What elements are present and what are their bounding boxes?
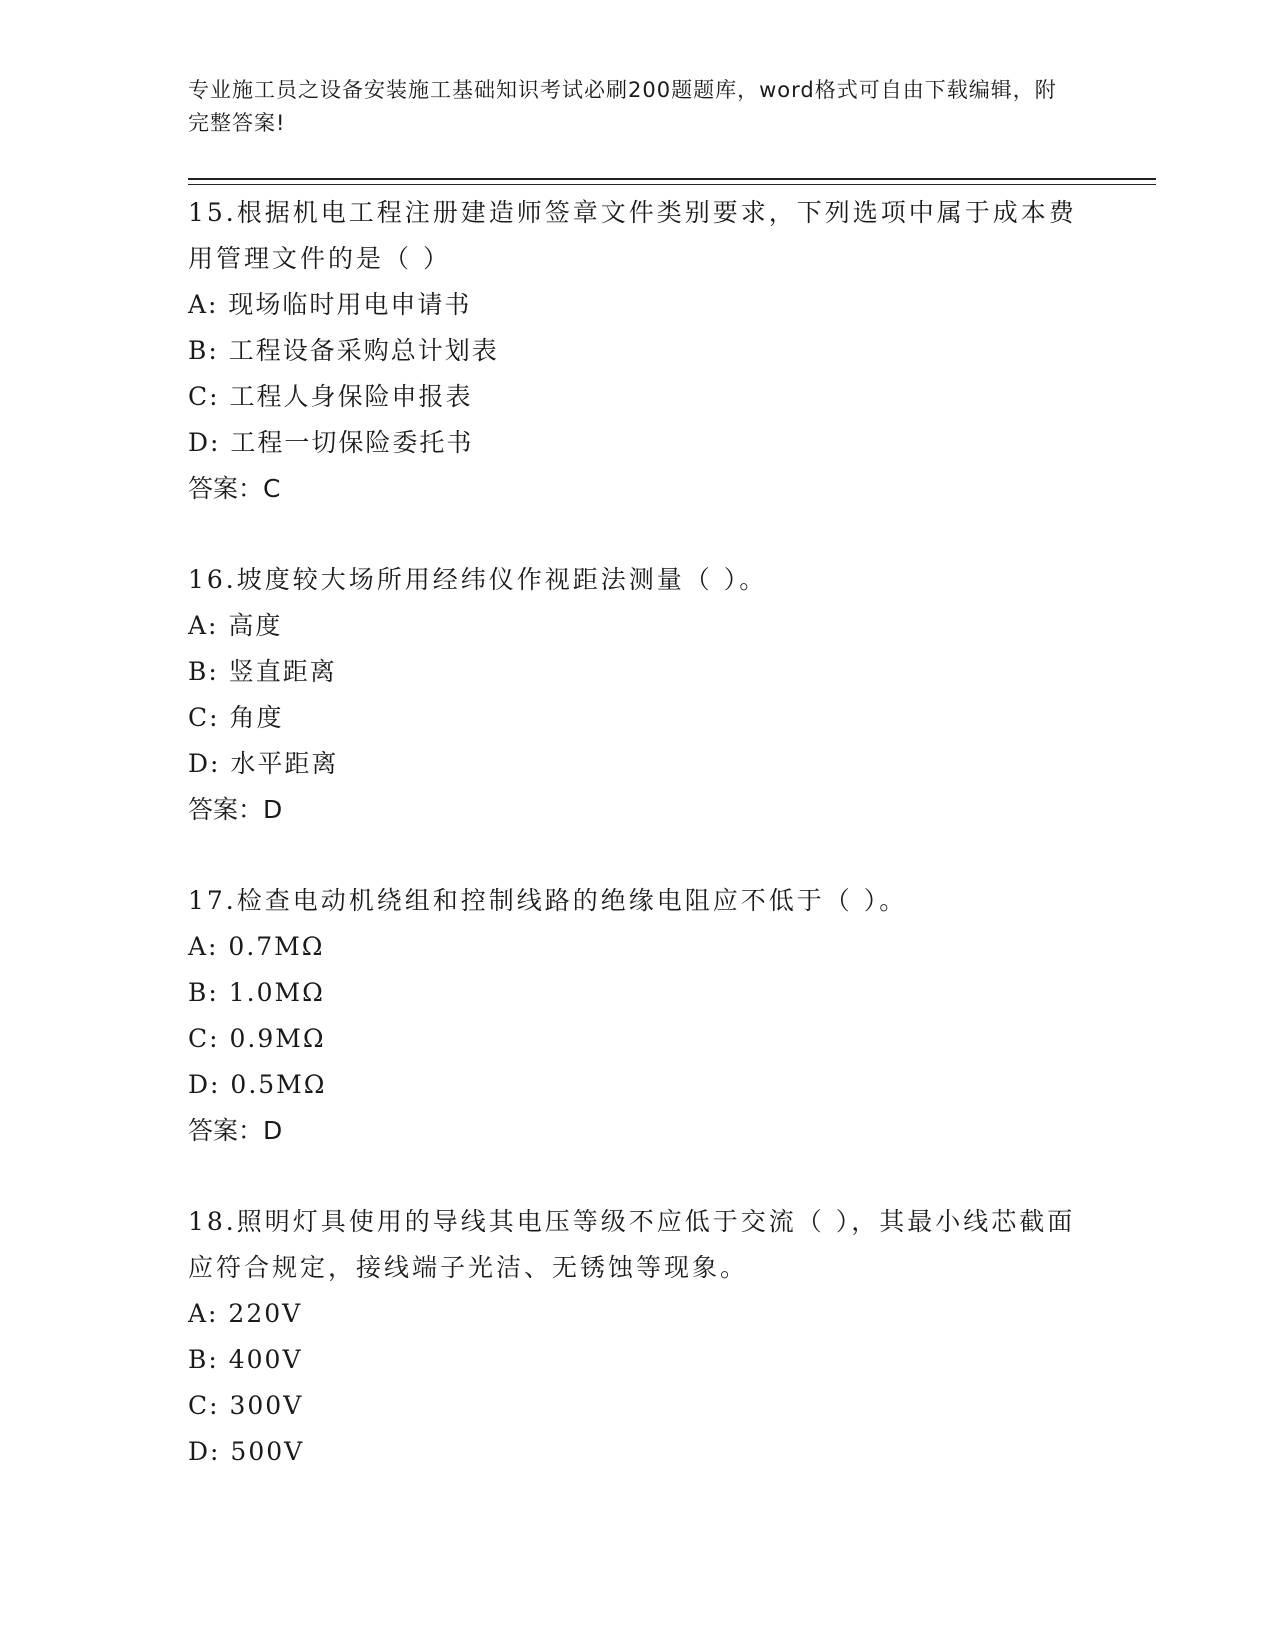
question-17 xyxy=(188,878,1088,1154)
option-c: C: 角度 xyxy=(188,703,284,732)
question-list xyxy=(188,190,1088,1475)
answer-line: 答案：D xyxy=(188,1116,283,1145)
option-c: C: 工程人身保险申报表 xyxy=(188,382,473,411)
question-spacer xyxy=(188,833,1088,878)
option-b: B: 1.0MΩ xyxy=(188,978,325,1007)
document-header-title: 专业施工员之设备安装施工基础知识考试必刷200题题库，word格式可自由下载编辑，附完整答案! xyxy=(188,78,1057,135)
option-d: D: 500V xyxy=(188,1437,305,1466)
option-b: B: 工程设备采购总计划表 xyxy=(188,336,499,365)
header-divider-thick xyxy=(188,178,1156,180)
option-b: B: 400V xyxy=(188,1345,303,1374)
question-stem: 18.照明灯具使用的导线其电压等级不应低于交流（ ），其最小线芯截面应符合规定，接线端子光洁、无锈蚀等现象。 xyxy=(188,1207,1076,1282)
question-stem: 16.坡度较大场所用经纬仪作视距法测量（ ）。 xyxy=(188,565,768,594)
option-c: C: 300V xyxy=(188,1391,304,1420)
option-d: D: 0.5MΩ xyxy=(188,1070,327,1099)
question-stem: 15.根据机电工程注册建造师签章文件类别要求，下列选项中属于成本费用管理文件的是（ ） xyxy=(188,198,1077,273)
header-divider-thin xyxy=(188,184,1156,185)
question-16 xyxy=(188,557,1088,833)
option-a: A: 高度 xyxy=(188,611,283,640)
answer-line: 答案：D xyxy=(188,795,283,824)
option-a: A: 0.7MΩ xyxy=(188,932,325,961)
question-15 xyxy=(188,190,1088,512)
option-b: B: 竖直距离 xyxy=(188,657,337,686)
option-d: D: 工程一切保险委托书 xyxy=(188,428,474,457)
answer-line: 答案：C xyxy=(188,474,281,503)
option-c: C: 0.9MΩ xyxy=(188,1024,326,1053)
question-18 xyxy=(188,1199,1088,1475)
question-spacer xyxy=(188,1154,1088,1199)
option-a: A: 220V xyxy=(188,1299,303,1328)
option-a: A: 现场临时用电申请书 xyxy=(188,290,472,319)
question-spacer xyxy=(188,512,1088,557)
question-stem: 17.检查电动机绕组和控制线路的绝缘电阻应不低于（ ）。 xyxy=(188,886,908,915)
option-d: D: 水平距离 xyxy=(188,749,339,778)
